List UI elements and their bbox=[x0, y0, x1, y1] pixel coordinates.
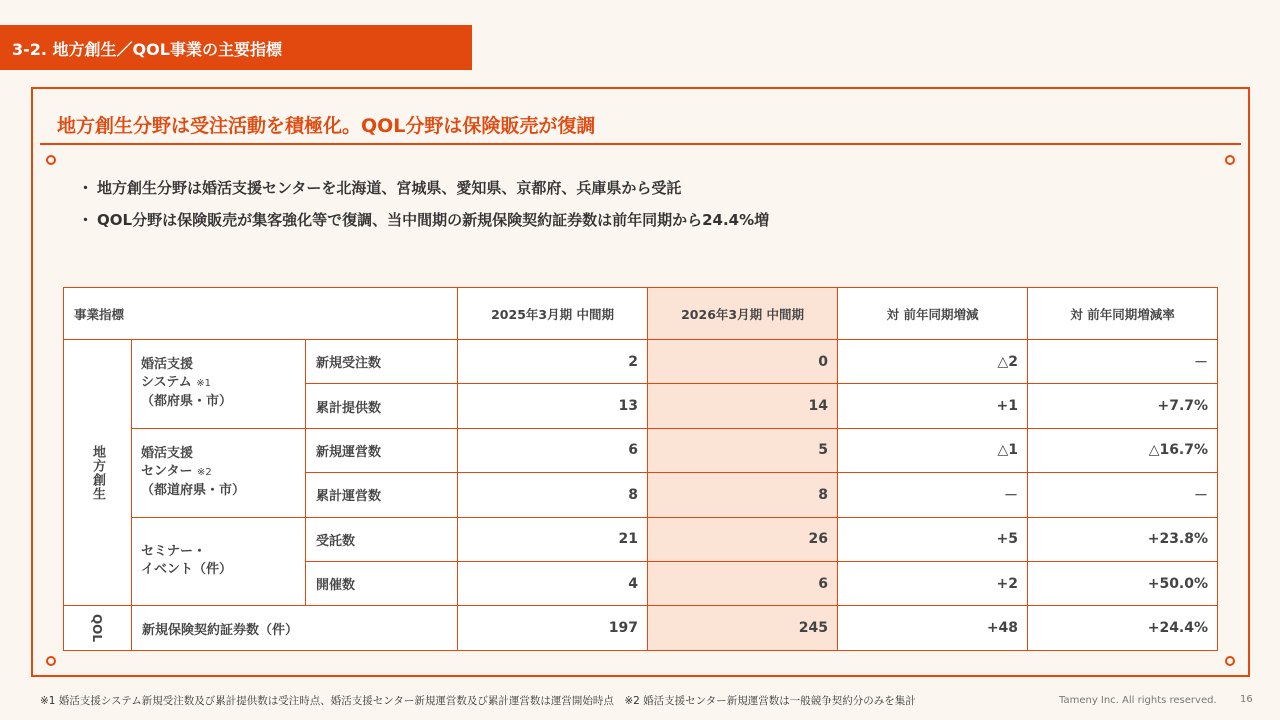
table-header-row bbox=[64, 288, 1218, 340]
metric-cell: 新規運営数 bbox=[306, 428, 458, 472]
group-line: （都府県・市） bbox=[141, 394, 233, 410]
corner-dot-icon bbox=[1225, 656, 1235, 666]
value-rate: +24.4% bbox=[1028, 606, 1218, 650]
group-label bbox=[132, 428, 306, 517]
value-rate: +50.0% bbox=[1028, 561, 1218, 605]
metric-cell: 新規受注数 bbox=[306, 340, 458, 384]
value-diff: +48 bbox=[838, 606, 1028, 650]
value-rate: － bbox=[1028, 340, 1218, 384]
group-line bbox=[141, 463, 305, 482]
group-label bbox=[132, 517, 306, 606]
value-curr: 8 bbox=[648, 473, 838, 517]
header-indicator: 事業指標 bbox=[64, 288, 458, 340]
headline: 地方創生分野は受注活動を積極化。QOL分野は保険販売が復調 bbox=[57, 115, 596, 137]
corner-dot-icon bbox=[46, 656, 56, 666]
group-line: システム bbox=[141, 375, 192, 391]
value-prev: 8 bbox=[458, 473, 648, 517]
value-curr: 26 bbox=[648, 517, 838, 561]
group-label bbox=[132, 340, 306, 429]
corner-dot-icon bbox=[46, 155, 56, 165]
section-title: 3-2. 地方創生／QOL事業の主要指標 bbox=[0, 25, 472, 70]
bullet-item: ・ QOL分野は保険販売が集客強化等で復調、当中間期の新規保険契約証券数は前年同期から24.4%増 bbox=[78, 208, 769, 240]
group-line: センター bbox=[141, 464, 193, 480]
value-curr: 245 bbox=[648, 606, 838, 650]
value-rate: － bbox=[1028, 473, 1218, 517]
table-row bbox=[64, 606, 1218, 650]
metric-cell: 累計運営数 bbox=[306, 473, 458, 517]
header-diff: 対 前年同期増減 bbox=[838, 288, 1028, 340]
group-line bbox=[141, 374, 305, 393]
section-qol-text: QOL bbox=[90, 613, 105, 642]
value-rate: △16.7% bbox=[1028, 428, 1218, 472]
kpi-table bbox=[63, 287, 1218, 651]
value-prev: 2 bbox=[458, 340, 648, 384]
headline-divider bbox=[40, 143, 1241, 145]
value-diff: +2 bbox=[838, 561, 1028, 605]
value-diff: △1 bbox=[838, 428, 1028, 472]
metric-cell: 開催数 bbox=[306, 561, 458, 605]
group-line: セミナー・ bbox=[141, 544, 207, 560]
bullet-list bbox=[78, 176, 769, 240]
group-note: ※2 bbox=[197, 467, 212, 479]
value-prev: 6 bbox=[458, 428, 648, 472]
header-rate: 対 前年同期増減率 bbox=[1028, 288, 1218, 340]
footnote: ※1 婚活支援システム新規受注数及び累計提供数は受注時点、婚活支援センター新規運営数及び累計運営数は運営開始時点 ※2 婚活支援センター新規運営数は一般競争契約分のみを集計 bbox=[40, 695, 916, 707]
group-line: 婚活支援 bbox=[141, 446, 194, 462]
corner-dot-icon bbox=[1225, 155, 1235, 165]
value-prev: 197 bbox=[458, 606, 648, 650]
metric-cell: 累計提供数 bbox=[306, 384, 458, 428]
value-prev: 21 bbox=[458, 517, 648, 561]
group-line: 婚活支援 bbox=[141, 357, 194, 373]
metric-cell: 受託数 bbox=[306, 517, 458, 561]
table-row bbox=[64, 428, 1218, 472]
value-prev: 13 bbox=[458, 384, 648, 428]
value-diff: +5 bbox=[838, 517, 1028, 561]
page-number: 16 bbox=[1240, 694, 1253, 705]
metric-cell: 新規保険契約証券数（件） bbox=[132, 606, 458, 650]
header-prev: 2025年3月期 中間期 bbox=[458, 288, 648, 340]
value-curr: 14 bbox=[648, 384, 838, 428]
value-diff: － bbox=[838, 473, 1028, 517]
value-curr: 5 bbox=[648, 428, 838, 472]
group-line: （都道府県・市） bbox=[141, 483, 246, 499]
table-row bbox=[64, 517, 1218, 561]
value-prev: 4 bbox=[458, 561, 648, 605]
value-curr: 6 bbox=[648, 561, 838, 605]
section-qol-label bbox=[64, 606, 132, 650]
section-regional-label: 地方創生 bbox=[64, 340, 132, 606]
value-diff: △2 bbox=[838, 340, 1028, 384]
table-row bbox=[64, 340, 1218, 384]
value-rate: +23.8% bbox=[1028, 517, 1218, 561]
value-rate: +7.7% bbox=[1028, 384, 1218, 428]
copyright: Tameny Inc. All rights reserved. bbox=[1059, 695, 1217, 706]
value-curr: 0 bbox=[648, 340, 838, 384]
group-note: ※1 bbox=[196, 378, 211, 390]
bullet-item: ・ 地方創生分野は婚活支援センターを北海道、宮城県、愛知県、京都府、兵庫県から受託 bbox=[78, 176, 769, 208]
header-curr: 2026年3月期 中間期 bbox=[648, 288, 838, 340]
group-line: イベント（件） bbox=[141, 562, 233, 578]
value-diff: +1 bbox=[838, 384, 1028, 428]
